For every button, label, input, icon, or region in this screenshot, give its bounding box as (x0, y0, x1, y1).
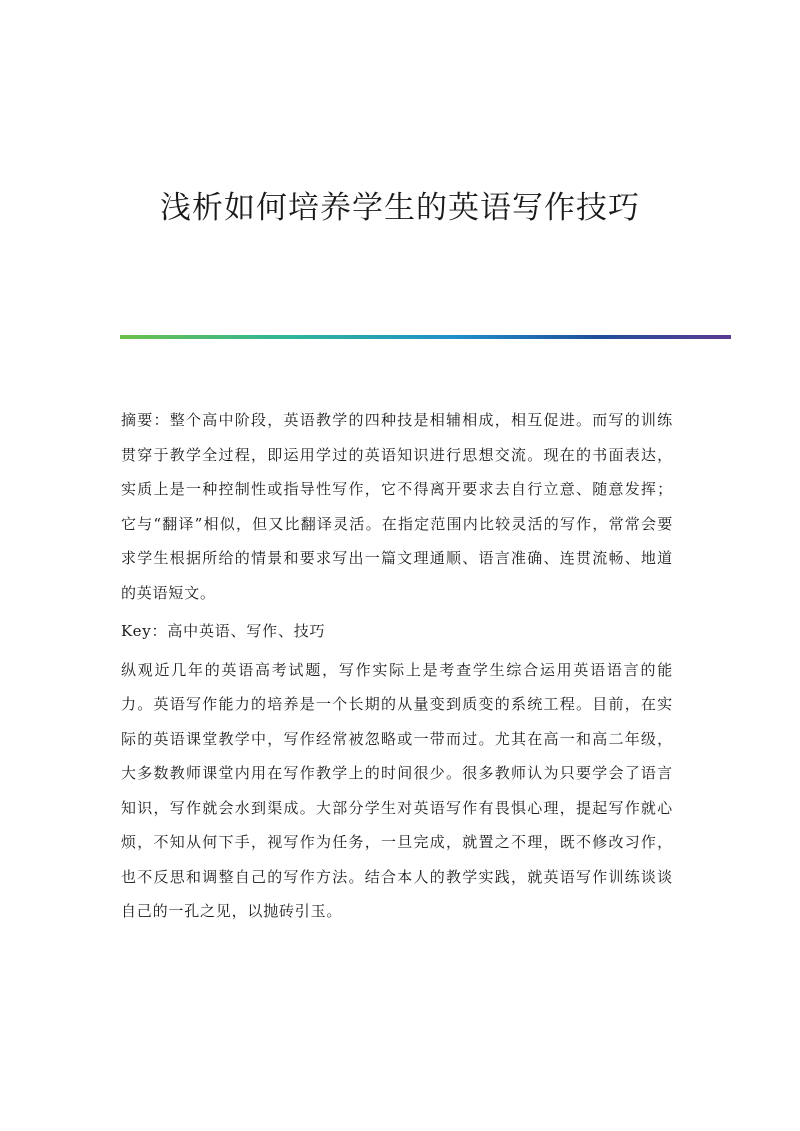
document-content (121, 403, 673, 929)
title-divider (120, 335, 731, 339)
keywords-line: Key：高中英语、写作、技巧 (121, 622, 326, 640)
abstract-paragraph: 摘要：整个高中阶段，英语教学的四种技是相辅相成，相互促进。而写的训练贯穿于教学全过程，即运用学过的英语知识进行思想交流。现在的书面表达，实质上是一种控制性或指导性写作，它不得离开要求去自行立意、随意发挥；它与“翻译”相似，但又比翻译灵活。在指定范围内比较灵活的写作，常常会要求学生根据所给的情景和要求写出一篇文理通顺、语言准确、连贯流畅、地道的英语短文。 (121, 411, 673, 602)
document-title: 浅析如何培养学生的英语写作技巧 (160, 190, 640, 226)
body-paragraph: 纵观近几年的英语高考试题，写作实际上是考查学生综合运用英语语言的能力。英语写作能力的培养是一个长期的从量变到质变的系统工程。目前，在实际的英语课堂教学中，写作经常被忽略或一带而过。尤其在高一和高二年级，大多数教师课堂内用在写作教学上的时间很少。很多教师认为只要学会了语言知识，写作就会水到渠成。大部分学生对英语写作有畏惧心理，提起写作就心烦，不知从何下手，视写作为任务，一旦完成，就置之不理，既不修改习作，也不反思和调整自己的写作方法。结合本人的教学实践，就英语写作训练谈谈自己的一孔之见，以抛砖引玉。 (121, 660, 673, 920)
